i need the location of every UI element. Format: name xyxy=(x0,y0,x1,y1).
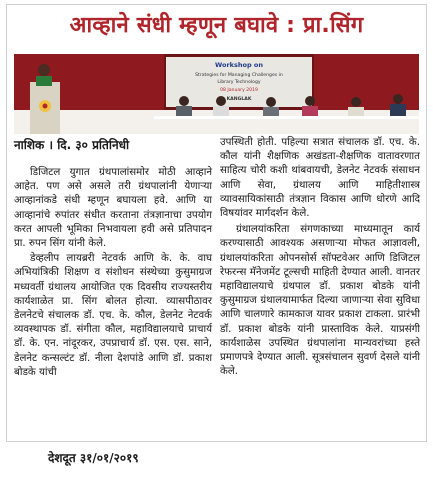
table-cloth-edge xyxy=(154,116,419,119)
article-paragraph: डिजिटल युगात ग्रंथपालांसमोर मोठी आव्हाने आहेत. पण असे असले तरी ग्रंथपालांनी येणाऱ्या आव्हानांकडे संधी म्हणून बघायला हवे. आणि या आव्हानांचे रुपांतर संधीत करताना तंत्रज्ञानाचा उपयोग करत आपली भूमिका निभवायला हवी असे प्रतिपादन प्रा. रुपन सिंग यांनी केले. xyxy=(14,167,212,250)
banner-line-2: Library Technology xyxy=(217,80,261,85)
banner-line-1: Strategies for Managing Challenges in xyxy=(195,73,283,78)
event-photo xyxy=(14,54,419,134)
dateline-credit: दि. ३० प्रतिनिधी xyxy=(57,138,130,152)
banner-date: 08 January 2019 xyxy=(220,88,258,93)
dateline-place: नाशिक xyxy=(14,138,45,152)
dateline-separator: । xyxy=(48,138,54,152)
article-paragraph: उपस्थिती होती. पहिल्या सत्रात संचालक डॉ. एच. के. कौल यांनी शैक्षणिक अखंडता-शैक्षणिक वातावरणात साहित्य चोरी कशी थांबवायची, डेलनेट नेटवर्क संसाधन आणि सेवा, ग्रंथालय आणि माहितीशास्त्र व्यावसायिकांसाठी तंत्रज्ञान विकास आणि धोरणे आदि विषयांवर मार्गदर्शन केले. xyxy=(220,137,420,220)
headline: आव्हाने संधी म्हणून बघावे : प्रा.सिंग xyxy=(69,13,364,38)
banner-heading: Workshop on xyxy=(215,61,263,69)
newspaper-source-date: देशदूत ३१/०१/२०१९ xyxy=(48,451,139,465)
banner-org: KANGLAK xyxy=(226,97,252,102)
article-paragraph: ग्रंथालयांकरिता संगणकाच्या माध्यमातून कार्य करण्यासाठी आवश्यक असणाऱ्या मोफत आज्ञावली, ग्रंथालयांकरिता ओपनसोर्स सॉफ्टवेअर आणि डिजिटल रेफरन्स मॅनेजमेंट टूल्सची माहिती देण्यात आली. वानतर महाविद्यालयाचे ग्रंथपाल डॉ. प्रकाश बोडके यांनी कुसुमाग्रज ग्रंथालयामार्फत दिल्या जाणाऱ्या सेवा सुविधा आणि चालणारे कामकाज यावर प्रकाश टाकला. प्रारंभी डॉ. प्रकाश बोडके यांनी प्रास्ताविक केले. याप्रसंगी कार्यशाळेस उपस्थित ग्रंथपालांना मान्यवरांच्या हस्ते प्रमाणपत्रे देण्यात आली. सूत्रसंचालन सुवर्ण देसले यांनी केले. xyxy=(220,224,420,378)
event-photo-illustration xyxy=(14,54,419,134)
article-column-left xyxy=(14,166,212,380)
dateline xyxy=(14,138,129,152)
article-paragraph: डेव्हलीप लायब्ररी नेटवर्क आणि के. के. वाघ अभियांत्रिकी शिक्षण व संशोधन संस्थेच्या कुसुमाग्रज मध्यवर्ती ग्रंथालय आयोजित एक दिवसीय राज्यस्तरीय कार्यशाळेत प्रा. सिंग बोलत होत्या. व्यासपीठावर डेलनेटचे संचालक डॉ. एच. के. कौल, डेलनेट नेटवर्क व्यवस्थापक डॉ. संगीता कौल, महाविद्यालयाचे प्राचार्य डॉ. के. एन. नांदूरकर, उपप्राचार्य डॉ. एस. एस. साने, डेलनेट कन्सल्टंट डॉ. नीला देशपांडे आणि डॉ. प्रकाश बोडके यांची xyxy=(14,253,212,378)
speaker-head xyxy=(38,64,50,76)
article-column-right xyxy=(220,136,420,379)
speaker-body xyxy=(36,76,52,86)
podium-flower-center xyxy=(43,104,48,109)
